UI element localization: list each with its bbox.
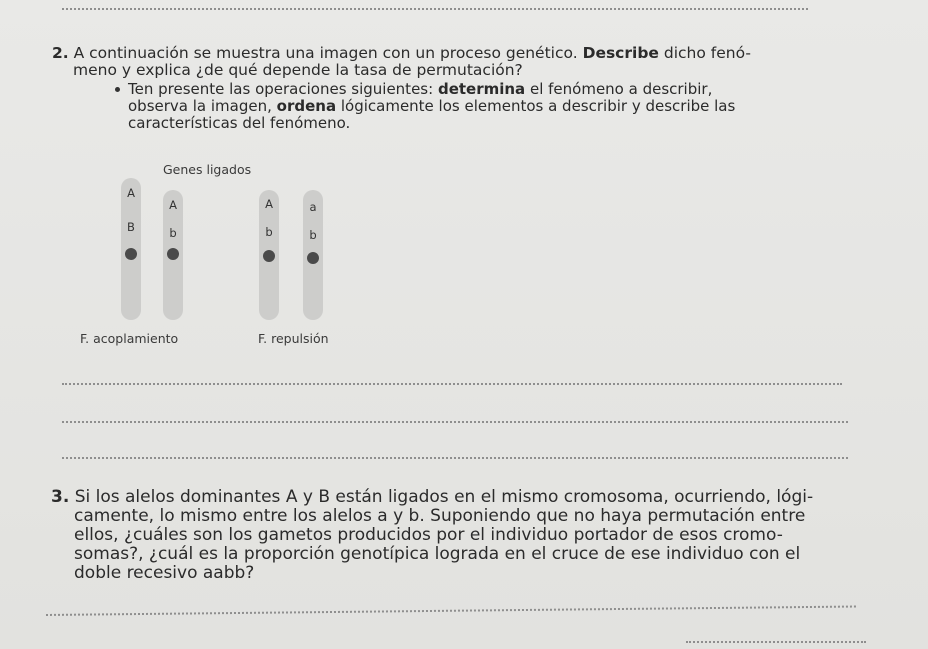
coupling-allele-1-1: A <box>127 186 135 200</box>
repulsion-allele-2-1: a <box>309 200 317 214</box>
question-3-line-3: ellos, ¿cuáles son los gametos producidos por el individuo portador de esos cromo- <box>74 525 783 545</box>
question-3-number: 3. <box>51 487 70 507</box>
coupling-allele-1-2: B <box>127 220 135 234</box>
answer-line-5 <box>686 641 866 643</box>
question-2-line-2: meno y explica ¿de qué depende la tasa de permutación? <box>73 61 523 79</box>
question-3-line-2: camente, lo mismo entre los alelos a y b. Suponiendo que no haya permutación entre <box>74 506 806 526</box>
question-2-text-a: A continuación se muestra una imagen con un proceso genético. <box>73 44 578 62</box>
centromere-icon <box>263 250 275 262</box>
question-2-keyword-describe: Describe <box>582 44 659 62</box>
question-3-text-1: Si los alelos dominantes A y B están ligados en el mismo cromosoma, ocurriendo, lógi- <box>74 487 814 507</box>
bullet-line-1 <box>128 81 712 98</box>
centromere-icon <box>307 252 319 264</box>
centromere-icon <box>125 248 137 260</box>
question-2-text-b: dicho fenó- <box>663 44 751 62</box>
coupling-allele-2-1: A <box>169 198 177 212</box>
answer-line-3 <box>62 457 848 459</box>
bullet-keyword-ordena: ordena <box>276 97 337 115</box>
answer-line-2 <box>62 421 848 423</box>
coupling-label: F. acoplamiento <box>80 331 179 346</box>
bullet-line-3: características del fenómeno. <box>128 114 351 132</box>
question-2-line-1 <box>52 45 751 62</box>
question-3-line-5: doble recesivo aabb? <box>74 563 255 583</box>
answer-line-1 <box>62 383 842 385</box>
answer-line-4 <box>46 606 856 616</box>
bullet-keyword-determina: determina <box>437 80 526 98</box>
repulsion-label: F. repulsión <box>258 331 329 346</box>
repulsion-allele-2-2: b <box>309 228 317 242</box>
question-3-line-4: somas?, ¿cuál es la proporción genotípica lograda en el cruce de ese individuo con el <box>74 544 801 564</box>
repulsion-allele-1-2: b <box>265 225 273 239</box>
answer-line-top <box>62 8 808 10</box>
question-3-line-1 <box>51 488 813 507</box>
bullet-text-c: observa la imagen, <box>128 97 272 115</box>
repulsion-allele-1-1: A <box>265 197 273 211</box>
question-2-number: 2. <box>52 44 69 62</box>
coupling-allele-2-2: b <box>169 226 177 240</box>
centromere-icon <box>167 248 179 260</box>
bullet-text-d: lógicamente los elementos a describir y describe las <box>340 97 736 115</box>
figure-title: Genes ligados <box>163 162 252 177</box>
bullet-icon <box>115 87 120 92</box>
bullet-text-a: Ten presente las operaciones siguientes: <box>128 80 434 98</box>
bullet-text-b: el fenómeno a describir, <box>529 80 713 98</box>
bullet-line-2 <box>128 98 735 115</box>
